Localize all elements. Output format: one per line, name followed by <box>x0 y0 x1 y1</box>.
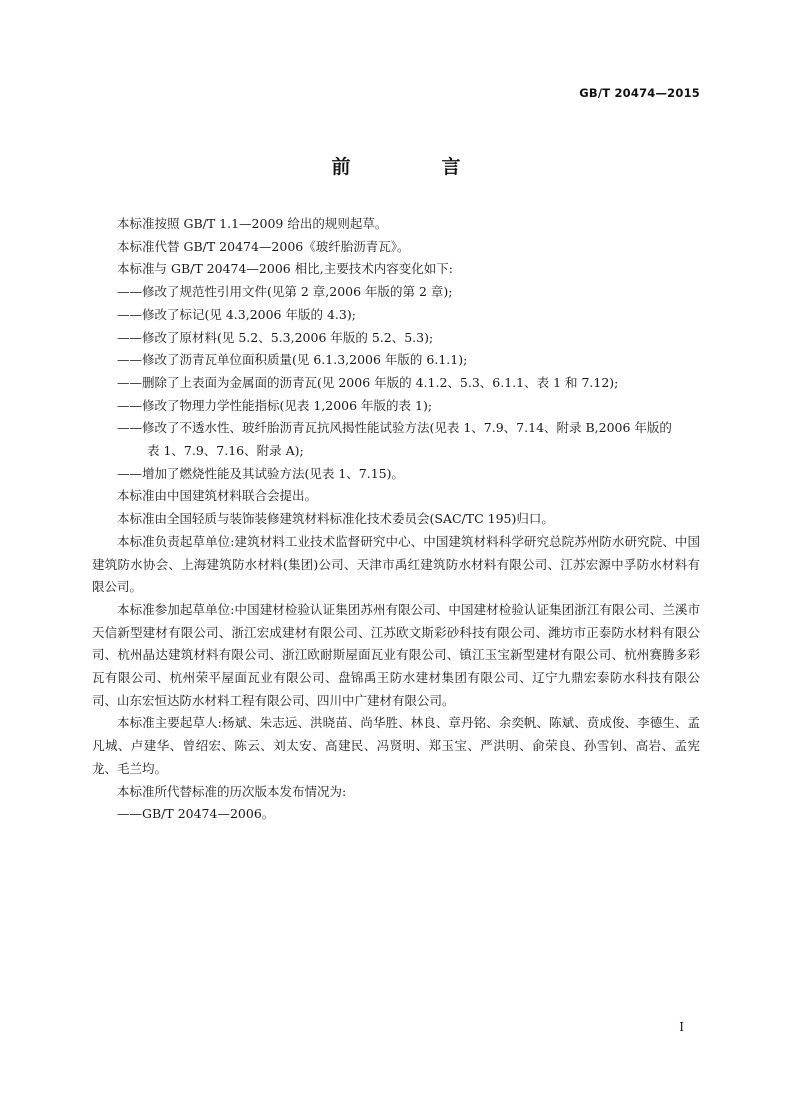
paragraph-lead-drafters: 本标准负责起草单位:建筑材料工业技术监督研究中心、中国建筑材料科学研究总院苏州防水研究院、中国建筑防水协会、上海建筑防水材料(集团)公司、天津市禹红建筑防水材料有限公司、江苏宏源中孚防水材料有限公司。 <box>92 533 700 595</box>
list-item: ——修改了沥青瓦单位面积质量(见 6.1.3,2006 年版的 6.1.1); <box>117 352 468 368</box>
paragraph-replaces: 本标准代替 GB/T 20474—2006《玻纤胎沥青瓦》。 <box>117 238 410 254</box>
list-item: ——修改了物理力学性能指标(见表 1,2006 年版的表 1); <box>117 397 433 413</box>
list-item: ——增加了燃烧性能及其试验方法(见表 1、7.15)。 <box>117 465 405 481</box>
paragraph-history-intro: 本标准所代替标准的历次版本发布情况为: <box>117 783 347 799</box>
standard-code: GB/T 20474—2015 <box>579 86 700 100</box>
list-item: ——删除了上表面为金属面的沥青瓦(见 2006 年版的 4.1.2、5.3、6.1.1、表 1 和 7.12); <box>117 374 619 390</box>
list-item: ——修改了规范性引用文件(见第 2 章,2006 年版的第 2 章); <box>117 284 453 300</box>
list-item: ——修改了标记(见 4.3,2006 年版的 4.3); <box>117 306 356 322</box>
paragraph-drafting-rules: 本标准按照 GB/T 1.1—2009 给出的规则起草。 <box>117 216 388 231</box>
history-item: ——GB/T 20474—2006。 <box>117 806 275 822</box>
paragraph-proposed-by: 本标准由中国建筑材料联合会提出。 <box>117 488 318 504</box>
paragraph-participating-drafters: 本标准参加起草单位:中国建材检验认证集团苏州有限公司、中国建材检验认证集团浙江有限公司、兰溪市天信新型建材有限公司、浙江宏成建材有限公司、江苏欧文斯彩砂科技有限公司、潍坊市正泰防水材料有限公司、杭州晶达建筑材料有限公司、浙江欧耐斯屋面瓦业有限公司、镇江玉宝新型建材有限公司、杭州赛腾多彩瓦有限公司、杭州荣平屋面瓦业有限公司、盘锦禹王防水建材集团有限公司、辽宁九鼎宏泰防水科技有限公司、山东宏恒达防水材料工程有限公司、四川中广建材有限公司。 <box>92 601 700 708</box>
list-item: ——修改了原材料(见 5.2、5.3,2006 年版的 5.2、5.3); <box>117 329 434 345</box>
paragraph-main-drafters: 本标准主要起草人:杨斌、朱志远、洪晓苗、尚华胜、林良、章丹铭、余奕帆、陈斌、贲成俊、李德生、孟凡城、卢建华、曾绍宏、陈云、刘太安、高建民、冯贤明、郑玉宝、严洪明、俞荣良、孙雪钊、高岩、孟宪龙、毛兰均。 <box>92 715 700 776</box>
page-title: 前 言 <box>331 156 497 178</box>
list-item: ——修改了不透水性、玻纤胎沥青瓦抗风揭性能试验方法(见表 1、7.9、7.14、附录 B,2006 年版的 <box>117 420 672 436</box>
paragraph-changes-intro: 本标准与 GB/T 20474—2006 相比,主要技术内容变化如下: <box>117 261 453 277</box>
list-item-continuation: 表 1、7.9、7.16、附录 A); <box>147 443 304 459</box>
paragraph-under-jurisdiction: 本标准由全国轻质与装饰装修建筑材料标准化技术委员会(SAC/TC 195)归口。 <box>117 511 554 527</box>
change-list <box>92 281 700 485</box>
foreword-body <box>92 213 700 826</box>
page-number: I <box>679 1020 684 1034</box>
